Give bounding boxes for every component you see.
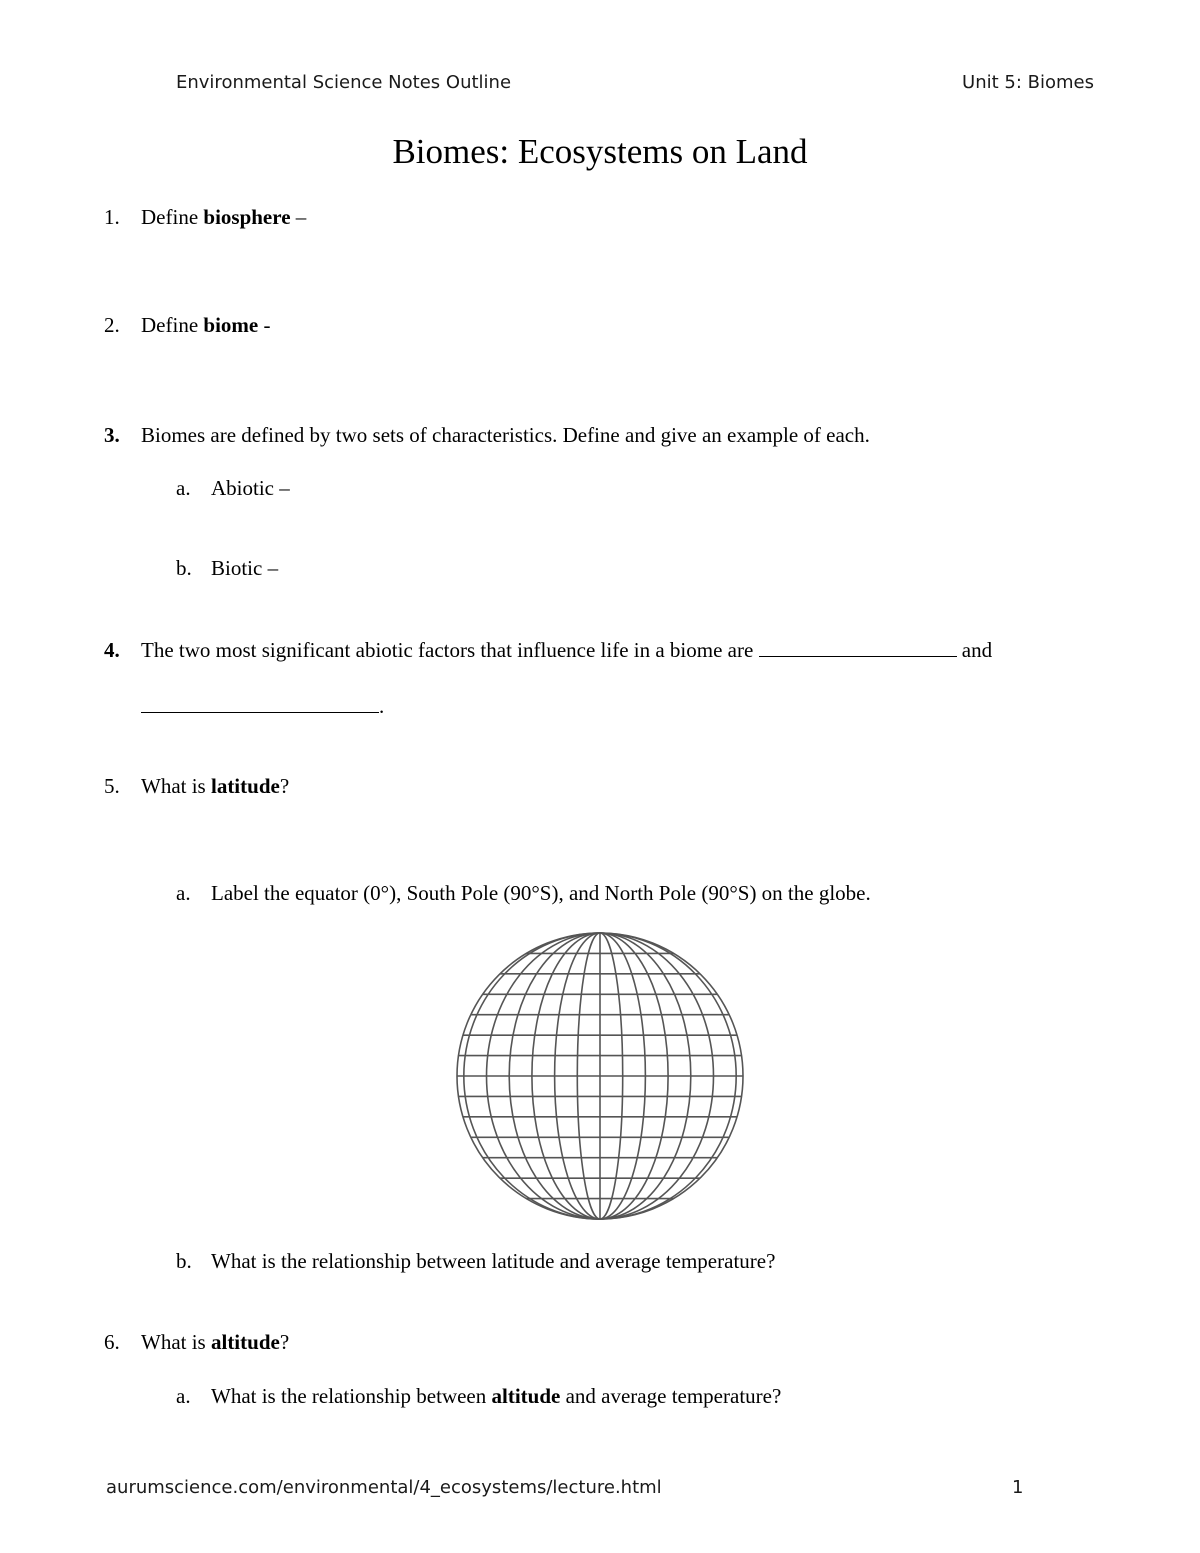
answer-blank-2[interactable] xyxy=(141,711,379,713)
page-number: 1 xyxy=(1012,1477,1024,1498)
wireframe-globe-icon xyxy=(455,930,745,1222)
question-number: 3. xyxy=(104,423,120,447)
page-title: Biomes: Ecosystems on Land xyxy=(392,132,808,171)
subquestion-letter: a. xyxy=(176,1384,191,1408)
answer-blank-1[interactable] xyxy=(759,655,957,657)
key-term: latitude xyxy=(210,774,280,798)
question-suffix: ? xyxy=(279,774,290,798)
key-term: biome xyxy=(203,313,259,337)
subquestion-text: What is the relationship between latitude and average temperature? xyxy=(211,1249,776,1273)
question-suffix: ? xyxy=(279,1330,290,1354)
question-text xyxy=(141,774,289,799)
question-text-continued xyxy=(141,694,384,719)
question-suffix: - xyxy=(258,313,271,337)
subquestion-text: Abiotic – xyxy=(211,476,290,500)
question-prefix: Define xyxy=(141,313,204,337)
subquestion-letter: a. xyxy=(176,476,191,500)
question-prefix: What is the relationship between xyxy=(211,1384,492,1408)
key-term: altitude xyxy=(210,1330,280,1354)
key-term: biosphere xyxy=(203,205,291,229)
question-suffix: – xyxy=(290,205,307,229)
question-end-period: . xyxy=(379,694,385,718)
question-prefix: Define xyxy=(141,205,204,229)
subquestion-letter: b. xyxy=(176,1249,192,1273)
question-prefix: What is xyxy=(141,1330,211,1354)
question-number: 5. xyxy=(104,774,120,798)
subquestion-text: Biotic – xyxy=(211,556,279,580)
subquestion-text: Label the equator (0°), South Pole (90°S), and North Pole (90°S) on the globe. xyxy=(211,881,871,905)
question-text xyxy=(141,638,992,663)
question-number: 6. xyxy=(104,1330,120,1354)
subquestion-letter: a. xyxy=(176,881,191,905)
question-prefix: The two most significant abiotic factors that influence life in a biome are xyxy=(141,638,754,662)
question-number: 2. xyxy=(104,313,120,337)
footer-url: aurumscience.com/environmental/4_ecosystems/lecture.html xyxy=(106,1477,662,1498)
header-unit: Unit 5: Biomes xyxy=(962,72,1094,93)
question-suffix: and average temperature? xyxy=(560,1384,782,1408)
question-text xyxy=(141,1330,289,1355)
header-course-title: Environmental Science Notes Outline xyxy=(176,72,512,93)
key-term: altitude xyxy=(491,1384,561,1408)
subquestion-letter: b. xyxy=(176,556,192,580)
question-text xyxy=(141,313,270,338)
question-prefix: What is xyxy=(141,774,211,798)
subquestion-text xyxy=(211,1384,781,1409)
question-conjunction: and xyxy=(961,638,993,662)
question-text: Biomes are defined by two sets of characteristics. Define and give an example of each. xyxy=(141,423,870,447)
question-text xyxy=(141,205,306,230)
question-number: 4. xyxy=(104,638,120,662)
question-number: 1. xyxy=(104,205,120,229)
